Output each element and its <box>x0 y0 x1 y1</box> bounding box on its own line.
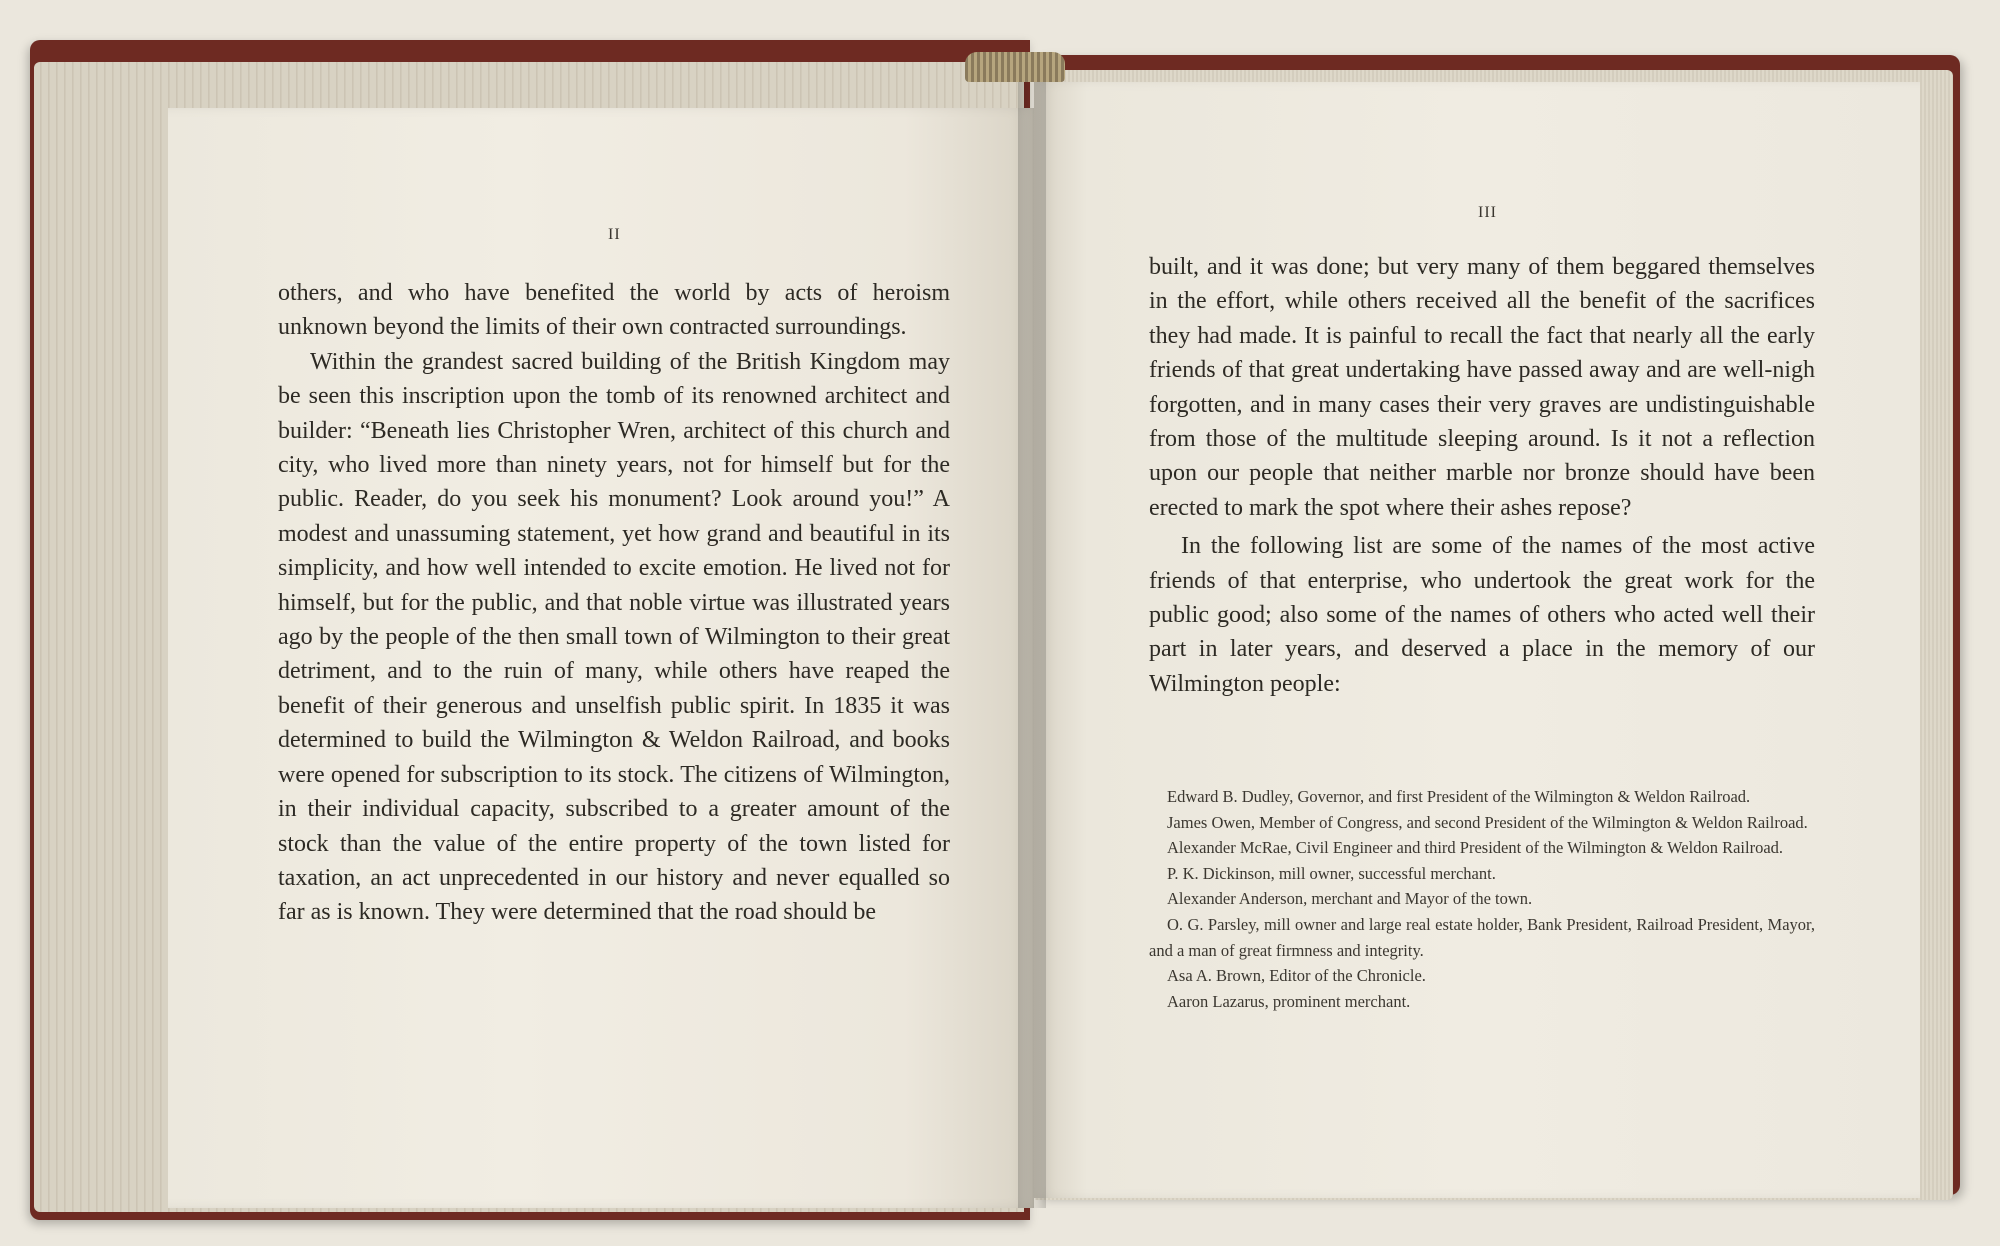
left-page-folio: II <box>608 226 621 243</box>
list-item: Alexander Anderson, merchant and Mayor of the town. <box>1167 889 1533 909</box>
names-list <box>1149 784 1815 1014</box>
paragraph: In the following list are some of the names of the most active friends of that enterprise, who undertook the great work for the public good; also some of the names of others who acted well their part in later years, and deserved a place in the memory of our Wilmington people: <box>1149 533 1815 697</box>
left-page <box>168 108 1034 1208</box>
list-item: P. K. Dickinson, mill owner, successful merchant. <box>1167 863 1496 883</box>
list-item: O. G. Parsley, mill owner and large real estate holder, Bank President, Railroad President, Mayor, and a man of great firmness and integrity. <box>1149 914 1815 960</box>
left-page-body <box>278 276 950 930</box>
paragraph: Within the grandest sacred building of the British Kingdom may be seen this inscription upon the tomb of its renowned architect and builder: “Beneath lies Christopher Wren, architect of this church and city, who lived more than ninety years, not for himself but for the public. Reader, do you seek his monument? Look around you!” A modest and unassuming statement, yet how grand and beautiful in its simplicity, and how well intended to excite emotion. He lived not for himself, but for the public, and that noble virtue was illustrated years ago by the people of the then small town of Wilmington to their great detriment, and to the ruin of many, while others have reaped the benefit of their generous and unselfish public spirit. In 1835 it was determined to build the Wilmington & Weldon Railroad, and books were opened for subscription to its stock. The citizens of Wilmington, in their individual capacity, subscribed to a greater amount of the stock than the value of the entire property of the town listed for taxation, an act unprecedented in our history and never equalled so far as is known. They were determined that the road should be <box>278 348 950 926</box>
right-page-folio: III <box>1478 204 1497 221</box>
paragraph: built, and it was done; but very many of them beggared themselves in the effort, while others received all the benefit of the sacrifices they had made. It is painful to recall the fact that nearly all the early friends of that great undertaking have passed away and are well-nigh forgotten, and in many cases their very graves are undistinguishable from those of the multitude sleeping around. Is it not a reflection upon our people that neither marble nor bronze should have been erected to mark the spot where their ashes repose? <box>1149 254 1815 521</box>
book-gutter <box>1018 58 1046 1208</box>
book-headband <box>965 52 1065 82</box>
list-item: Edward B. Dudley, Governor, and first President of the Wilmington & Weldon Railroad. <box>1167 787 1751 806</box>
list-item: Aaron Lazarus, prominent merchant. <box>1167 991 1411 1011</box>
right-page-body <box>1149 250 1815 701</box>
right-page <box>1034 82 1920 1198</box>
list-item: James Owen, Member of Congress, and second President of the Wilmington & Weldon Railroad. <box>1167 812 1808 832</box>
list-item: Alexander McRae, Civil Engineer and third President of the Wilmington & Weldon Railroad. <box>1167 838 1784 858</box>
paragraph: others, and who have benefited the world by acts of heroism unknown beyond the limits of their own contracted surroundings. <box>278 280 950 341</box>
list-item: Asa A. Brown, Editor of the Chronicle. <box>1167 966 1426 986</box>
